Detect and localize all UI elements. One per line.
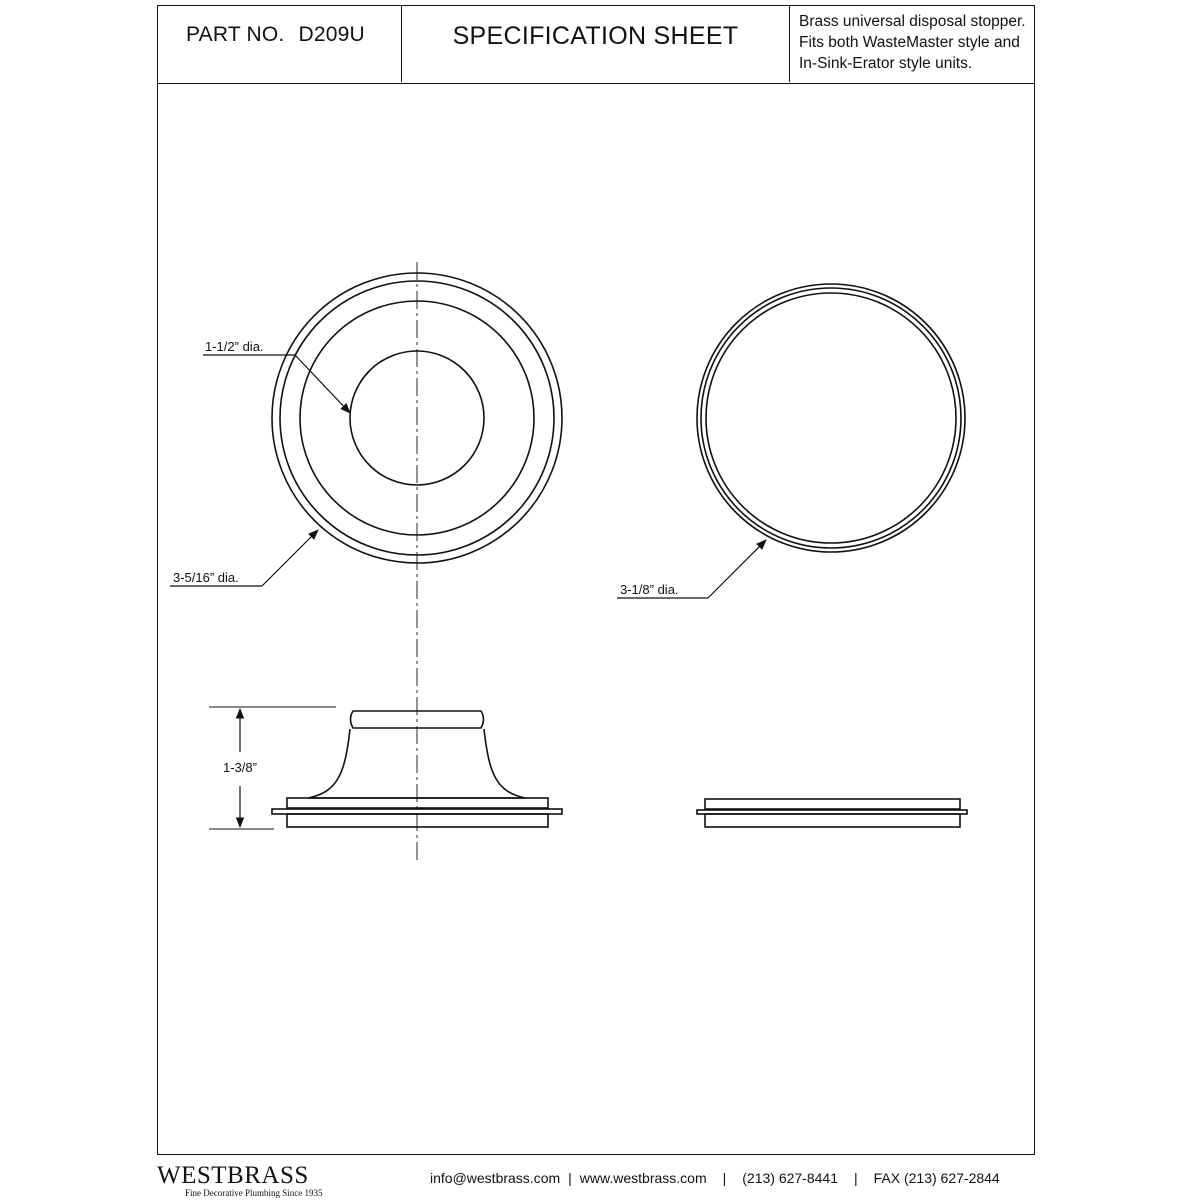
separator: |	[854, 1170, 858, 1186]
separator: |	[722, 1170, 727, 1186]
seal-top-view	[697, 284, 965, 552]
inner-diameter-label: 1-1/2” dia.	[205, 339, 264, 354]
seal-side-view	[697, 799, 967, 827]
description-line-1: Brass universal disposal stopper.	[799, 13, 1026, 30]
outer-diameter-label: 3-5/16” dia.	[173, 570, 239, 585]
email-link[interactable]: info@westbrass.com	[430, 1170, 561, 1186]
website-link[interactable]: www.westbrass.com	[579, 1170, 707, 1186]
part-number: D209U	[298, 23, 365, 46]
right-diameter-label: 3-1/8” dia.	[620, 582, 679, 597]
description-line-3: In-Sink-Erator style units.	[799, 55, 973, 72]
footer	[0, 1158, 1200, 1200]
separator: |	[568, 1170, 572, 1186]
height-label: 1-3/8”	[223, 760, 257, 775]
part-label: PART NO.	[186, 23, 285, 46]
contact-info	[430, 1170, 1000, 1186]
brand-tagline: Fine Decorative Plumbing Since 1935	[185, 1188, 323, 1198]
brand-logo: WESTBRASS	[157, 1162, 309, 1189]
fax-number: FAX (213) 627-2844	[873, 1170, 1000, 1186]
description-line-2: Fits both WasteMaster style and	[799, 34, 1020, 51]
phone-number: (213) 627-8441	[742, 1170, 838, 1186]
sheet-title: SPECIFICATION SHEET	[452, 22, 739, 50]
